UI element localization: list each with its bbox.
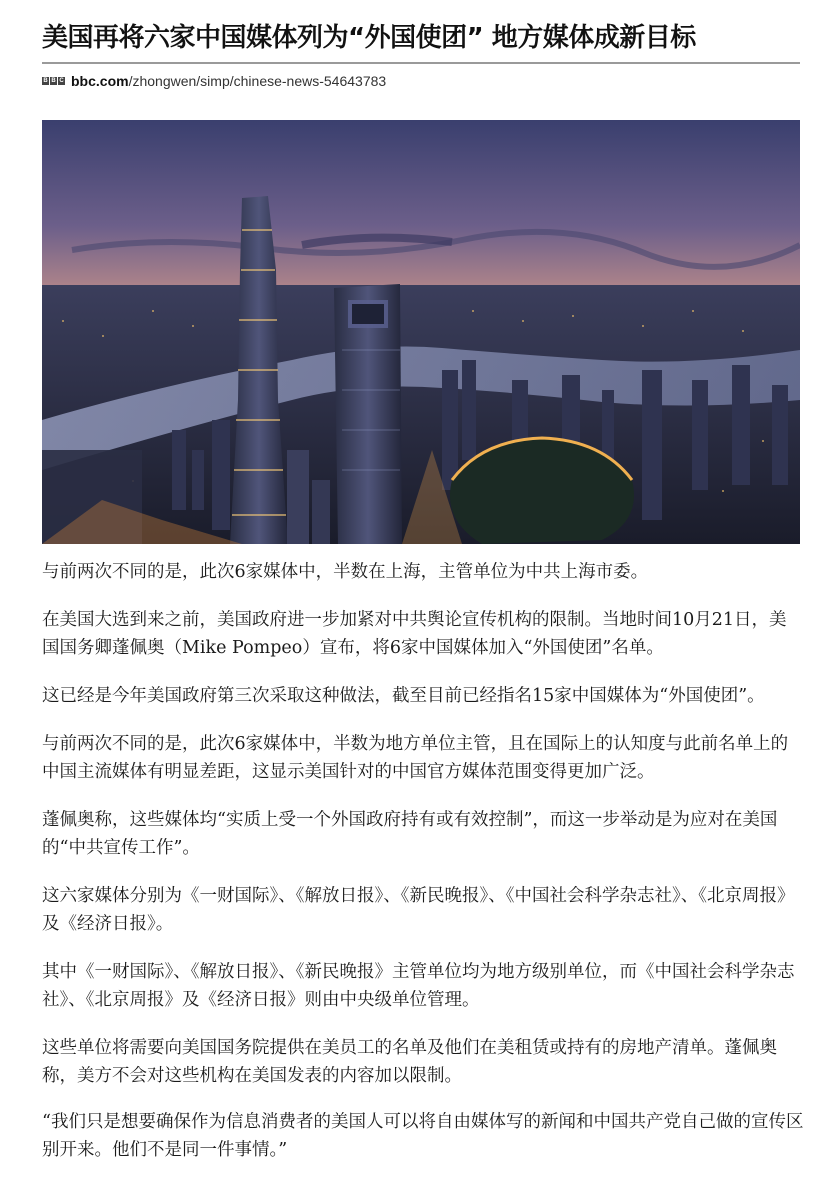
article-paragraph: 这六家媒体分别为《一财国际》、《解放日报》、《新民晚报》、《中国社会科学杂志社》、《北京周报》及《经济日报》。 — [42, 886, 795, 934]
logo-letter: B — [51, 78, 56, 84]
headline-divider — [42, 62, 800, 64]
article-paragraph: 其中《一财国际》、《解放日报》、《新民晚报》主管单位均为地方级别单位，而《中国社会科学杂志社》、《北京周报》及《经济日报》则由中央级单位管理。 — [42, 962, 795, 1010]
shanghai-skyline-photo — [42, 120, 800, 544]
source-path: /zhongwen/simp/chinese-news-54643783 — [128, 73, 387, 89]
article-paragraph: 与前两次不同的是，此次6家媒体中，半数在上海，主管单位为中共上海市委。 — [42, 562, 649, 582]
bbc-logo-icon — [42, 77, 65, 85]
article-paragraph: “我们只是想要确保作为信息消费者的美国人可以将自由媒体写的新闻和中国共产党自己做的宣传区别开来。他们不是同一件事情。” — [42, 1112, 804, 1160]
article-paragraph: 这已经是今年美国政府第三次采取这种做法，截至目前已经指名15家中国媒体为“外国使团”。 — [42, 686, 765, 706]
source-domain: bbc.com — [71, 73, 129, 89]
article-paragraph: 在美国大选到来之前，美国政府进一步加紧对中共舆论宣传机构的限制。当地时间10月21日，美国国务卿蓬佩奥（Mike Pompeo）宣布，将6家中国媒体加入“外国使团”名单。 — [42, 610, 787, 658]
article-paragraph: 这些单位将需要向美国国务院提供在美员工的名单及他们在美租赁或持有的房地产清单。蓬佩奥称，美方不会对这些机构在美国发表的内容加以限制。 — [42, 1038, 777, 1086]
logo-letter: B — [43, 78, 48, 84]
article-paragraph: 蓬佩奥称，这些媒体均“实质上受一个外国政府持有或有效控制”，而这一步举动是为应对在美国的“中共宣传工作”。 — [42, 810, 778, 858]
article-paragraph: 与前两次不同的是，此次6家媒体中，半数为地方单位主管，且在国际上的认知度与此前名单上的中国主流媒体有明显差距，这显示美国针对的中国官方媒体范围变得更加广泛。 — [42, 734, 789, 782]
logo-letter: C — [59, 78, 64, 84]
shanghai-skyline-photo-icon — [42, 120, 800, 544]
article-headline: 美国再将六家中国媒体列为“外国使团” 地方媒体成新目标 — [42, 23, 696, 53]
article-body — [42, 558, 804, 1184]
source-url[interactable] — [42, 71, 386, 91]
